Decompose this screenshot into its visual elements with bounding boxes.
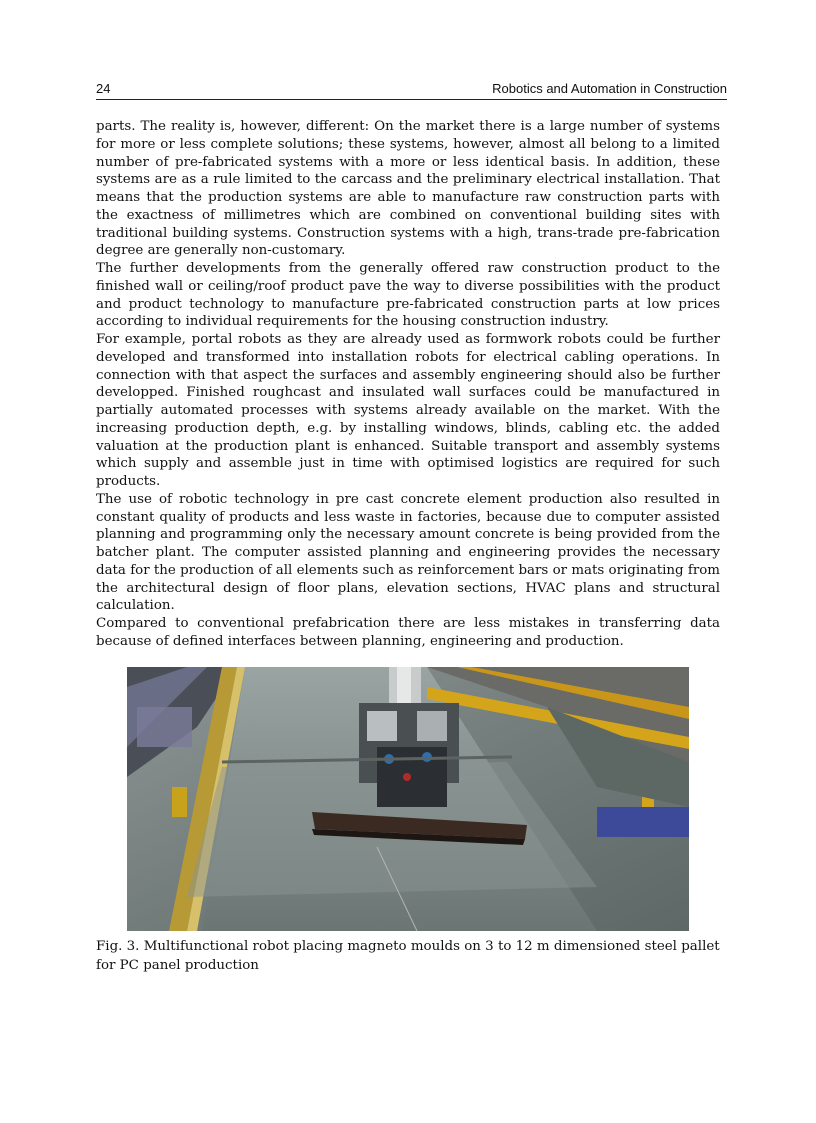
running-title: Robotics and Automation in Construction xyxy=(492,81,727,96)
robot-photo-illustration xyxy=(127,667,689,931)
page-header xyxy=(96,80,727,100)
page-number: 24 xyxy=(96,81,111,96)
paragraph: The use of robotic technology in pre cast concrete element production also resulted in constant quality of products and less waste in factories, because due to computer assisted planning and programming only the necessary amount concrete is being provided from the batcher plant. The computer assisted planning and engineering provides the necessary data for the production of all elements such as reinforcement bars or mats originating from the architectural design of floor plans, elevation sections, HVAC plans and structural calculation. xyxy=(96,491,720,614)
figure-caption: Fig. 3. Multifunctional robot placing magneto moulds on 3 to 12 m dimensioned steel pallet for PC panel production xyxy=(96,939,720,973)
paragraph: Compared to conventional prefabrication there are less mistakes in transferring data because of defined interfaces between planning, engineering and production. xyxy=(96,616,720,649)
paragraph: The further developments from the generally offered raw construction product to the finished wall or ceiling/roof product pave the way to diverse possibilities with the product and product technology to manufacture pre-fabricated construction parts at low prices according to individual requirements for the housing construction industry. xyxy=(96,261,720,330)
paragraph: For example, portal robots as they are already used as formwork robots could be further developed and transformed into installation robots for electrical cabling operations. In connection with that aspect the surfaces and assembly engineering should also be further developped. Finished roughcast and insulated wall surfaces could be manufactured in partially automated processes with systems already available on the market. With the increasing production depth, e.g. by installing windows, blinds, cabling etc. the added valuation at the production plant is enhanced. Suitable transport and assembly systems which supply and assemble just in time with optimised logistics are required for such products. xyxy=(96,332,720,489)
body-text xyxy=(96,118,720,651)
figure-robot-photo xyxy=(127,667,689,931)
paragraph: parts. The reality is, however, different: On the market there is a large number of systems for more or less complete solutions; these systems, however, almost all belong to a limited number of pre-fabricated systems with a more or less identical basis. In addition, these systems are as a rule limited to the carcass and the preliminary electrical installation. That means that the production systems are able to manufacture raw construction parts with the exactness of millimetres which are combined on conventional building sites with traditional building systems. Construction systems with a high, trans-trade pre-fabrication degree are generally non-customary. xyxy=(96,119,720,259)
